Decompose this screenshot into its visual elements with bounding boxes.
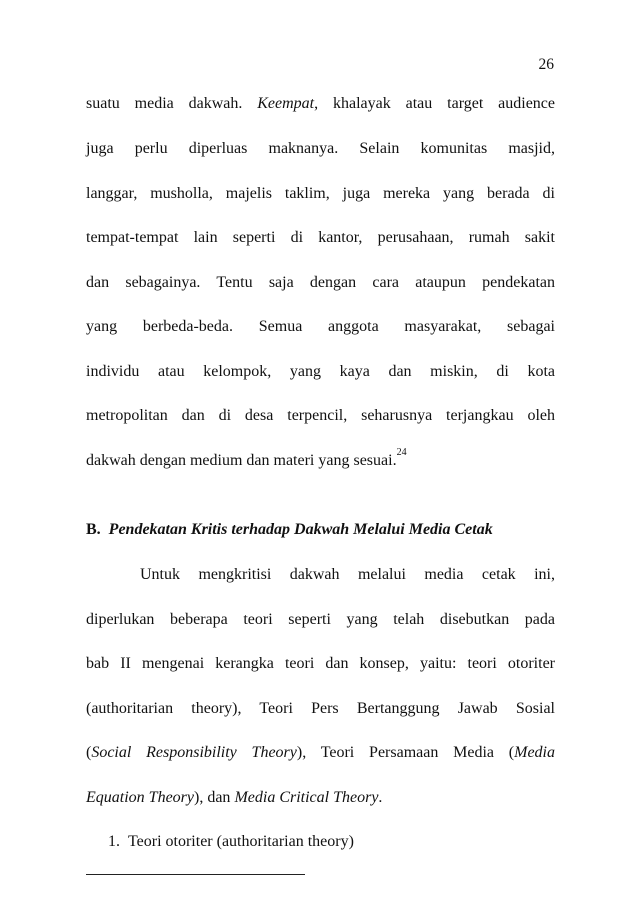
footnote-divider bbox=[86, 874, 305, 875]
paragraph-line: yang berbeda-beda. Semua anggota masyarakat, sebagai bbox=[86, 318, 555, 335]
section-heading: B. Pendekatan Kritis terhadap Dakwah Melalui Media Cetak bbox=[86, 521, 493, 538]
paragraph-line: bab II mengenai kerangka teori dan konsep, yaitu: teori otoriter bbox=[86, 655, 555, 672]
paragraph-line: Equation Theory), dan Media Critical Theory. bbox=[86, 789, 383, 806]
paragraph-line: Untuk mengkritisi dakwah melalui media cetak ini, bbox=[140, 566, 555, 583]
paragraph-line: metropolitan dan di desa terpencil, seharusnya terjangkau oleh bbox=[86, 407, 555, 424]
list-item: 1. Teori otoriter (authoritarian theory) bbox=[108, 833, 354, 850]
paragraph-line: langgar, musholla, majelis taklim, juga mereka yang berada di bbox=[86, 185, 555, 202]
paragraph-line: juga perlu diperluas maknanya. Selain komunitas masjid, bbox=[86, 140, 555, 157]
paragraph-line: individu atau kelompok, yang kaya dan miskin, di kota bbox=[86, 363, 555, 380]
paragraph-line: tempat-tempat lain seperti di kantor, perusahaan, rumah sakit bbox=[86, 229, 555, 246]
paragraph-line: suatu media dakwah. Keempat, khalayak atau target audience bbox=[86, 95, 555, 112]
paragraph-line: (Social Responsibility Theory), Teori Persamaan Media (Media bbox=[86, 744, 555, 761]
paragraph-line: dan sebagainya. Tentu saja dengan cara ataupun pendekatan bbox=[86, 274, 555, 291]
paragraph-line: diperlukan beberapa teori seperti yang telah disebutkan pada bbox=[86, 611, 555, 628]
page-number: 26 bbox=[538, 56, 554, 73]
paragraph-line: dakwah dengan medium dan materi yang sesuai.$^{24}$ bbox=[86, 447, 407, 469]
footnote-reference: 24 bbox=[396, 447, 407, 458]
paragraph-line: (authoritarian theory), Teori Pers Bertanggung Jawab Sosial bbox=[86, 700, 555, 717]
